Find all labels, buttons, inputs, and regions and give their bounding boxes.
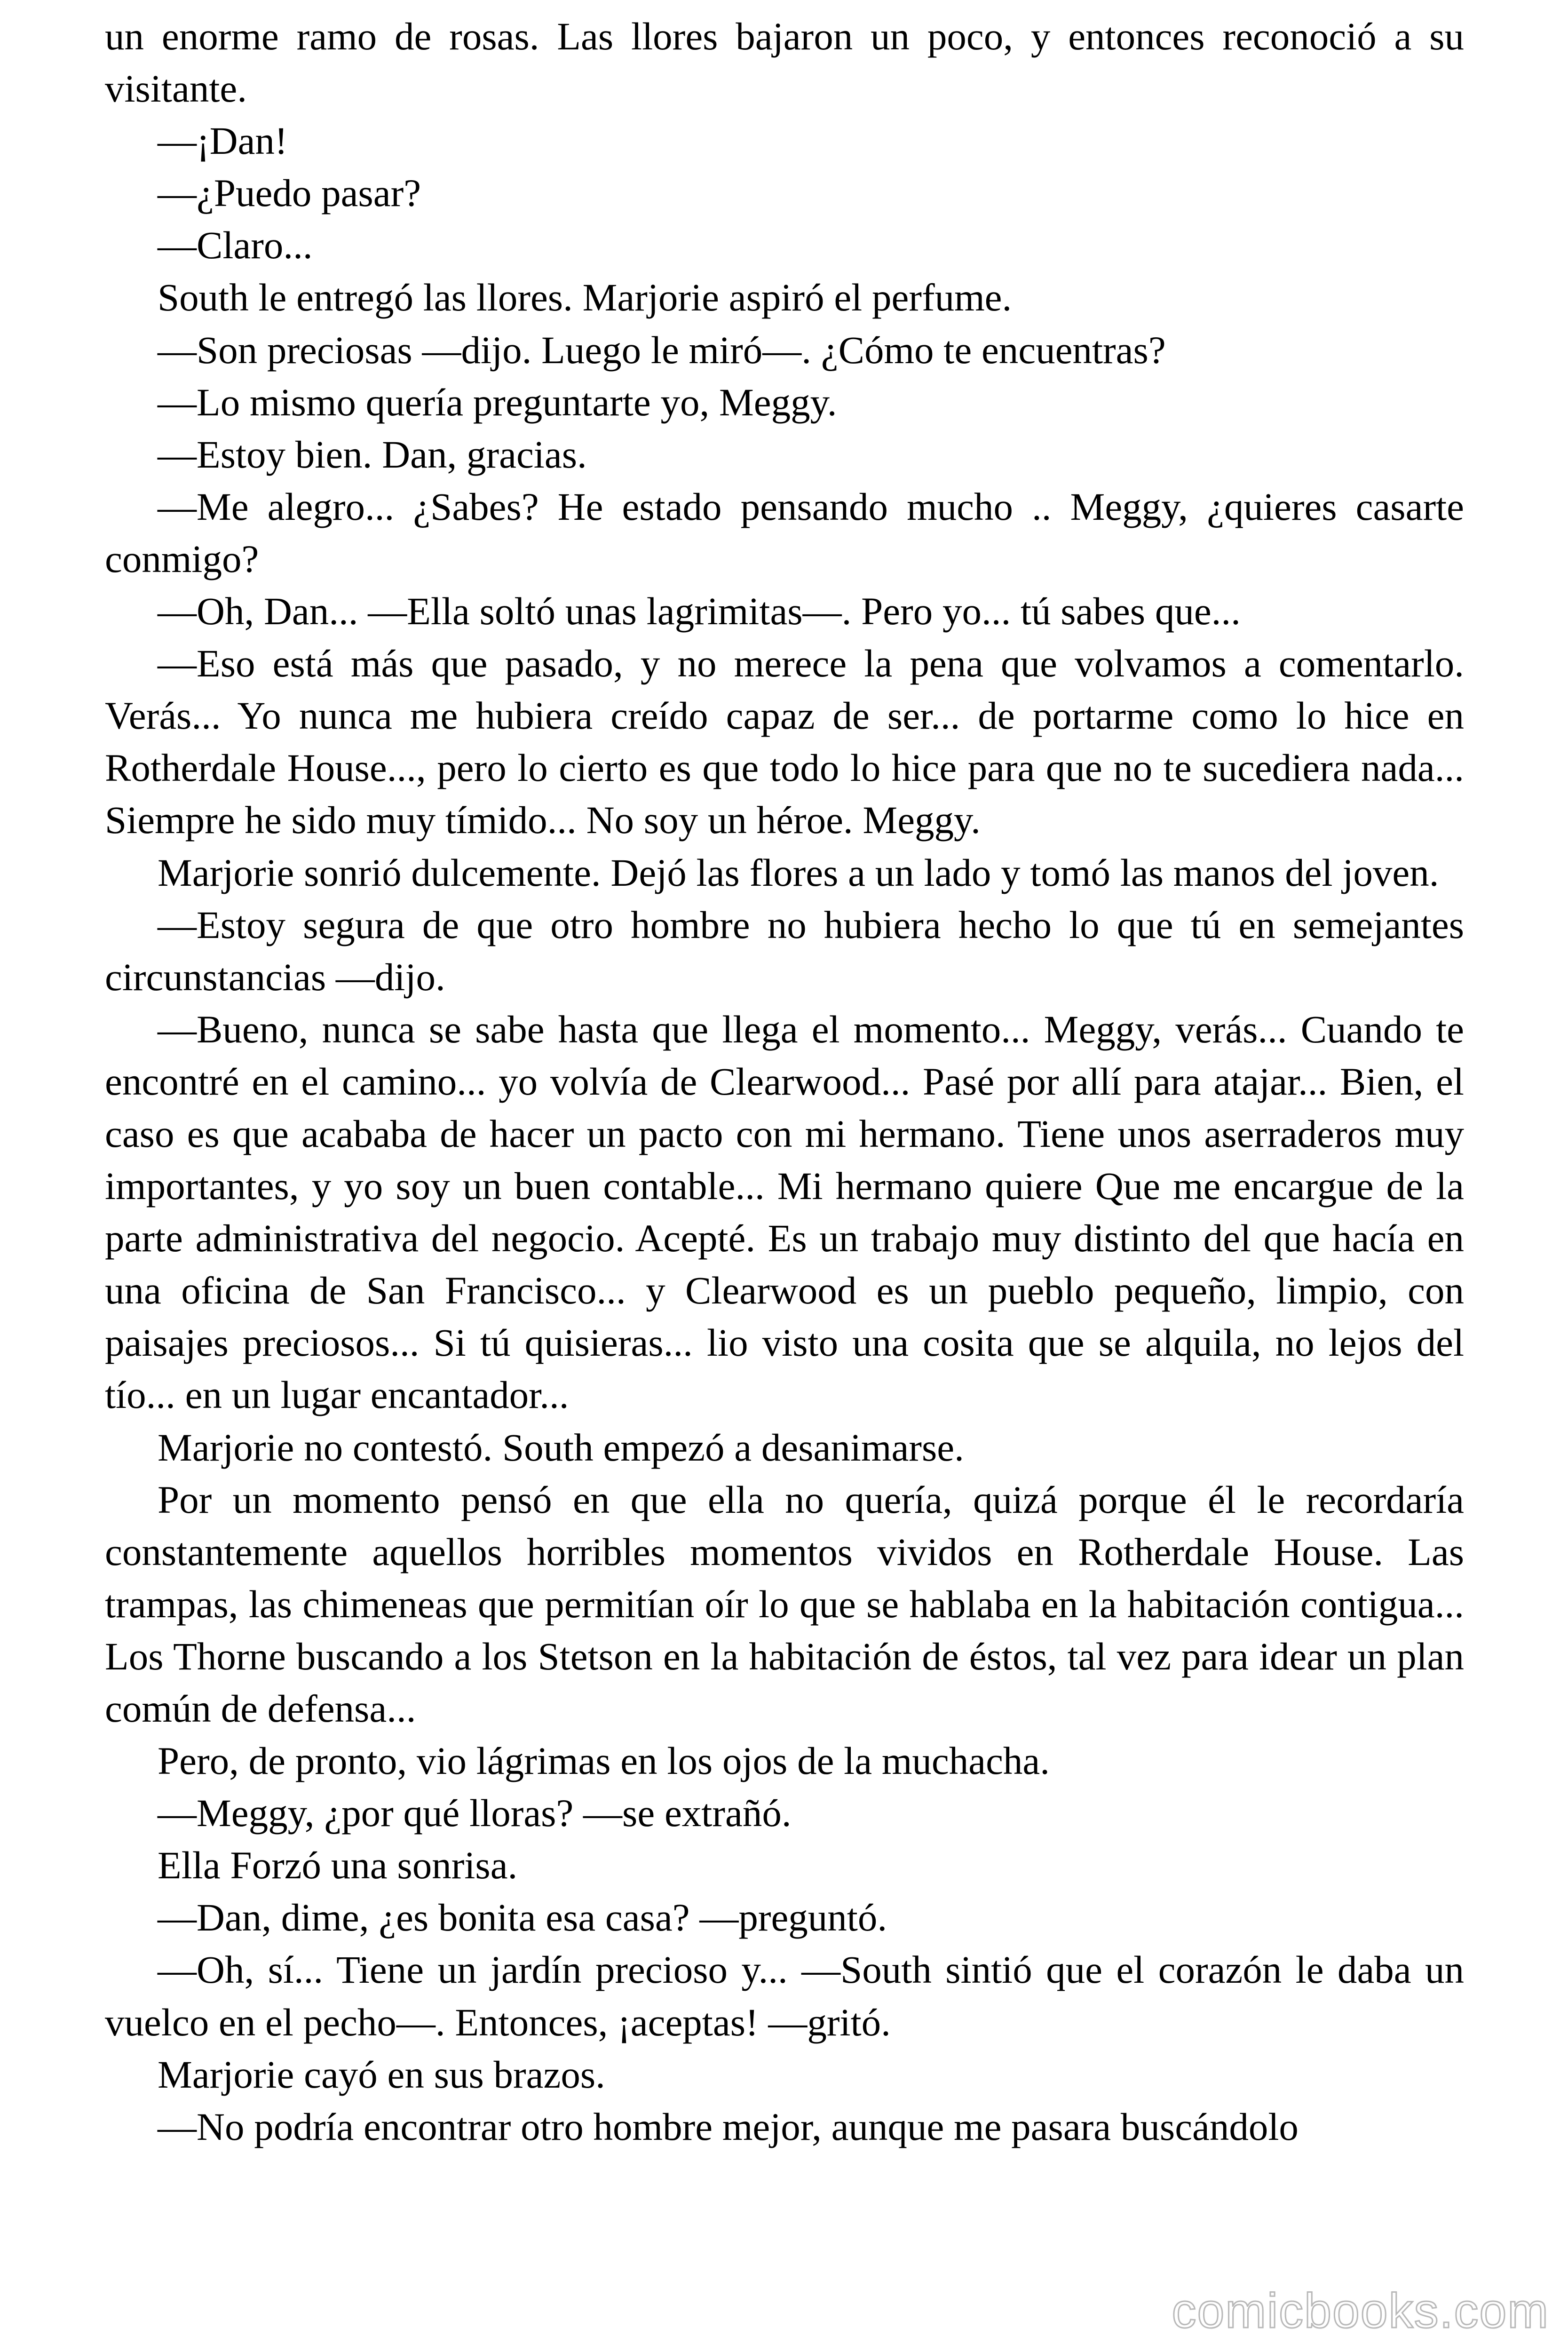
paragraph: —Me alegro... ¿Sabes? He estado pensando mucho .. Meggy, ¿quieres casarte conmigo? (105, 485, 1464, 580)
paragraph: —Oh, sí... Tiene un jardín precioso y... —South sintió que el corazón le daba un vuelco en el pecho—. Entonces, ¡aceptas! —gritó. (105, 1948, 1464, 2044)
paragraph: —Meggy, ¿por qué lloras? —se extrañó. (158, 1791, 792, 1835)
paragraph: Marjorie sonrió dulcemente. Dejó las flores a un lado y tomó las manos del joven. (158, 850, 1439, 894)
paragraph: —Son preciosas —dijo. Luego le miró—. ¿Cómo te encuentras? (158, 328, 1166, 372)
book-page-text (105, 10, 1464, 2153)
paragraph: —Estoy segura de que otro hombre no hubiera hecho lo que tú en semejantes circunstancias —dijo. (105, 903, 1464, 999)
paragraph: South le entregó las llores. Marjorie aspiró el perfume. (158, 276, 1012, 319)
paragraph: Ella Forzó una sonrisa. (158, 1843, 518, 1887)
site-watermark: comicbooks.com (1172, 2284, 1549, 2338)
paragraph: —¿Puedo pasar? (158, 171, 421, 215)
paragraph: —No podría encontrar otro hombre mejor, aunque me pasara buscándolo (158, 2105, 1299, 2148)
paragraph: —Dan, dime, ¿es bonita esa casa? —preguntó. (158, 1896, 887, 1939)
paragraph: Pero, de pronto, vio lágrimas en los ojos de la muchacha. (158, 1739, 1050, 1783)
paragraph: —Lo mismo quería preguntarte yo, Meggy. (158, 380, 837, 424)
paragraph: —Claro... (158, 223, 313, 267)
paragraph: —Bueno, nunca se sabe hasta que llega el momento... Meggy, verás... Cuando te encontré en el camino... yo volvía de Clearwood... Pasé por allí para atajar... Bien, el caso es que acababa de hacer un pacto con mi hermano. Tiene unos aserraderos muy importantes, y yo soy un buen contable... Mi hermano quiere Que me encargue de la parte administrativa del negocio. Acepté. Es un trabajo muy distinto del que hacía en una oficina de San Francisco... y Clearwood es un pueblo pequeño, limpio, con paisajes preciosos... Si tú quisieras... lio visto una cosita que se alquila, no lejos del tío... en un lugar encantador... (105, 1007, 1464, 1417)
paragraph: —Estoy bien. Dan, gracias. (158, 432, 587, 476)
paragraph: Marjorie no contestó. South empezó a desanimarse. (158, 1425, 964, 1469)
paragraph: un enorme ramo de rosas. Las llores bajaron un poco, y entonces reconoció a su visitante. (105, 15, 1464, 111)
paragraph: —¡Dan! (158, 119, 288, 163)
paragraph: Marjorie cayó en sus brazos. (158, 2052, 605, 2096)
paragraph: —Eso está más que pasado, y no merece la pena que volvamos a comentarlo. Verás... Yo nunca me hubiera creído capaz de ser... de portarme como lo hice en Rotherdale House..., pero lo cierto es que todo lo hice para que no te sucediera nada... Siempre he sido muy tímido... No soy un héroe. Meggy. (105, 642, 1464, 842)
paragraph: —Oh, Dan... —Ella soltó unas lagrimitas—. Pero yo... tú sabes que... (158, 589, 1241, 633)
paragraph: Por un momento pensó en que ella no quería, quizá porque él le recordaría constantemente aquellos horribles momentos vividos en Rotherdale House. Las trampas, las chimeneas que permitían oír lo que se hablaba en la habitación contigua... Los Thorne buscando a los Stetson en la habitación de éstos, tal vez para idear un plan común de defensa... (105, 1478, 1464, 1730)
